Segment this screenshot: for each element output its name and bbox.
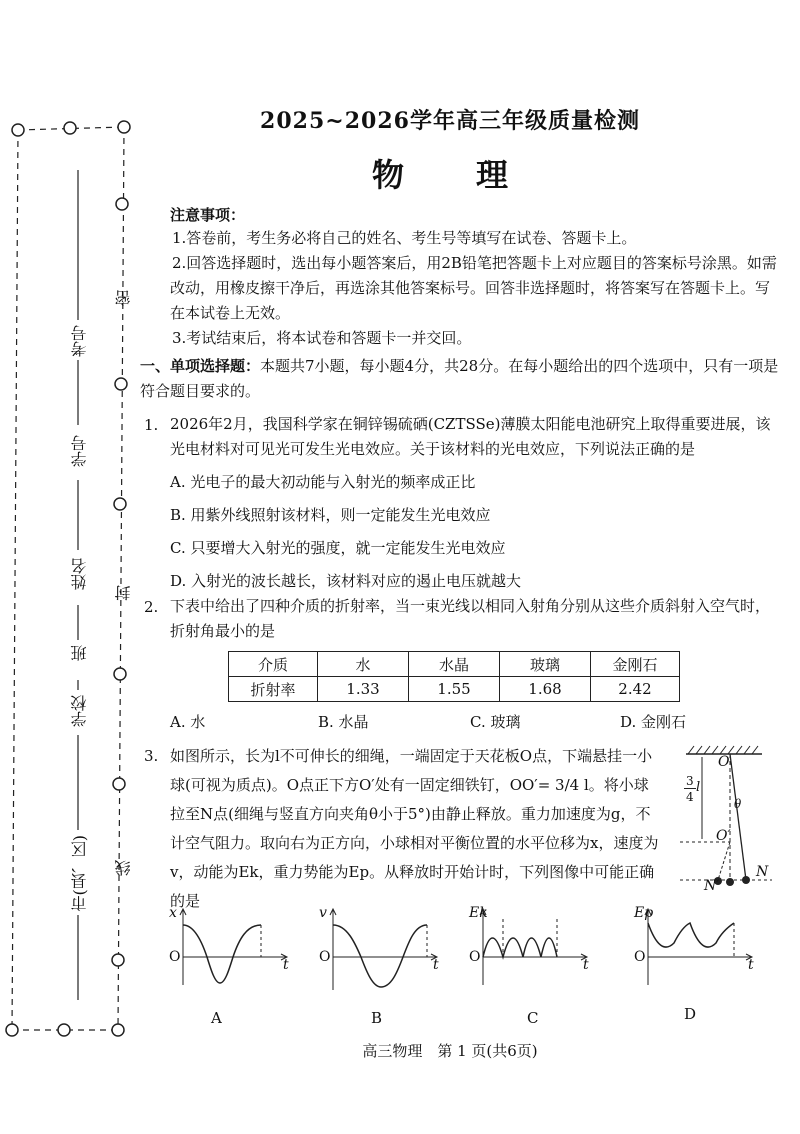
ban-label: 班 <box>70 645 89 661</box>
table-row <box>229 652 680 677</box>
refractive-index-table <box>228 651 680 702</box>
q2-option-a: A. 水 <box>170 713 206 731</box>
graph-b-origin: O <box>319 949 331 965</box>
graph-a <box>165 905 295 1030</box>
section1-intro <box>140 354 780 404</box>
note-item: 1.答卷前，考生务必将自己的姓名、考生号等填写在试卷、答题卡上。 <box>172 229 637 247</box>
note-item: 2.回答选择题时，选出每小题答案后，用2B铅笔把答题卡上对应题目的答案标号涂黑。如需改动，用橡皮擦干净后，再选涂其他答案标号。回答非选择题时，将答案写在答题卡上。写在本试卷上无效。 <box>170 254 777 322</box>
graph-a-ylabel: x <box>169 905 177 921</box>
graph-d-letter: D <box>684 1005 697 1023</box>
label-length-l: l <box>696 780 701 795</box>
table-cell: 水晶 <box>409 652 500 677</box>
page-footer: 高三物理 第 1 页(共6页) <box>362 1042 538 1060</box>
graph-c-xlabel: t <box>583 957 589 973</box>
graph-b-ylabel: v <box>319 905 327 921</box>
graph-b <box>315 905 445 1030</box>
xuexiao-label: 学校 <box>70 695 89 727</box>
q2-option-c: C. 玻璃 <box>470 713 521 731</box>
section1-heading: 一、单项选择题： <box>140 357 261 375</box>
fraction-bar <box>684 788 696 789</box>
table-cell: 金刚石 <box>591 652 680 677</box>
city-label: 市(县、区) <box>70 835 89 912</box>
xingming-label: 姓名 <box>70 558 89 590</box>
graph-a-xlabel: t <box>283 957 289 973</box>
table-row <box>229 677 680 702</box>
label-o-prime: O′ <box>716 828 731 844</box>
graph-d-origin: O <box>634 949 646 965</box>
q1-options <box>170 470 770 594</box>
note-item: 3.考试结束后，将本试卷和答题卡一并交回。 <box>172 329 472 347</box>
kaohao-label: 考号 <box>70 325 89 357</box>
graph-d-xlabel: t <box>748 957 754 973</box>
graph-b-plot <box>315 905 445 995</box>
notes-list <box>170 226 780 351</box>
subject-title: 物 理 <box>371 156 528 194</box>
table-cell: 1.68 <box>500 677 591 702</box>
label-theta: θ <box>734 797 742 811</box>
table-cell: 折射率 <box>229 677 318 702</box>
q2-stem: 下表中给出了四种介质的折射率，当一束光线以相同入射角分别从这些介质斜射入空气时，折射角最小的是 <box>170 597 771 640</box>
graph-c-ylabel: Ek <box>469 905 488 921</box>
q1-option-b: B. 用紫外线照射该材料，则一定能发生光电效应 <box>170 506 491 524</box>
q2-option-d: D. 金刚石 <box>620 713 687 731</box>
label-length-num: 3 <box>686 774 694 788</box>
graph-c-letter: C <box>527 1009 539 1027</box>
q1-option-a: A. 光电子的最大初动能与入射光的频率成正比 <box>170 473 476 491</box>
xuehao-label: 学号 <box>70 435 89 467</box>
q1-number: 1. <box>144 416 159 434</box>
q1-option-c: C. 只要增大入射光的强度，就一定能发生光电效应 <box>170 539 506 557</box>
exam-title: 2025~2026学年高三年级质量检测 <box>260 108 640 134</box>
graph-c-origin: O <box>469 949 481 965</box>
q2-number: 2. <box>144 598 159 616</box>
xian-mark: 线 <box>114 860 133 876</box>
table-cell: 1.33 <box>318 677 409 702</box>
graph-a-plot <box>165 905 295 995</box>
label-length-den: 4 <box>686 790 694 804</box>
q3-number: 3. <box>144 747 159 765</box>
graph-d <box>630 905 760 1030</box>
graph-a-letter: A <box>211 1009 222 1027</box>
table-cell: 介质 <box>229 652 318 677</box>
binding-margin <box>0 0 140 1130</box>
feng-mark: 封 <box>114 585 133 601</box>
graph-a-origin: O <box>169 949 181 965</box>
q2-option-b: B. 水晶 <box>318 713 369 731</box>
q3-stem: 如图所示，长为l不可伸长的细绳，一端固定于天花板O点，下端悬挂一小球(可视为质点)。O点正下方O′处有一固定细铁钉，OO′= 3/4 l。将小球拉至N点(细绳与竖直方向夹角θ小于5°)由静止释放。重力加速度为g，不计空气阻力。取向右为正方向，小球相对平衡位置的水平位移为x，速度为v，动能为Ek，重力势能为Ep。从释放时开始计时，下列图像中可能正确的是 <box>170 747 659 910</box>
section1-desc: 本题共7小题，每小题4分，共28分。在每小题给出的四个选项中，只有一项是符合题目要求的。 <box>140 357 779 400</box>
q1-option-d: D. 入射光的波长越长，该材料对应的遏止电压就越大 <box>170 572 522 590</box>
label-n: N <box>756 864 769 880</box>
notes-title: 注意事项： <box>170 206 246 224</box>
label-o: O <box>718 754 730 770</box>
graph-d-ylabel: Ep <box>634 905 654 921</box>
pendulum-figure <box>680 742 780 892</box>
table-cell: 2.42 <box>591 677 680 702</box>
table-cell: 1.55 <box>409 677 500 702</box>
table-cell: 玻璃 <box>500 652 591 677</box>
graph-b-xlabel: t <box>433 957 439 973</box>
label-n-prime: N′ <box>704 878 720 894</box>
mi-mark: 密 <box>114 290 133 306</box>
q1-stem: 2026年2月，我国科学家在铜锌锡硫硒(CZTSSe)薄膜太阳能电池研究上取得重要进展，该光电材料对可见光可发生光电效应。关于该材料的光电效应，下列说法正确的是 <box>170 415 771 458</box>
graph-b-letter: B <box>371 1009 383 1027</box>
table-cell: 水 <box>318 652 409 677</box>
graph-c <box>465 905 595 1030</box>
